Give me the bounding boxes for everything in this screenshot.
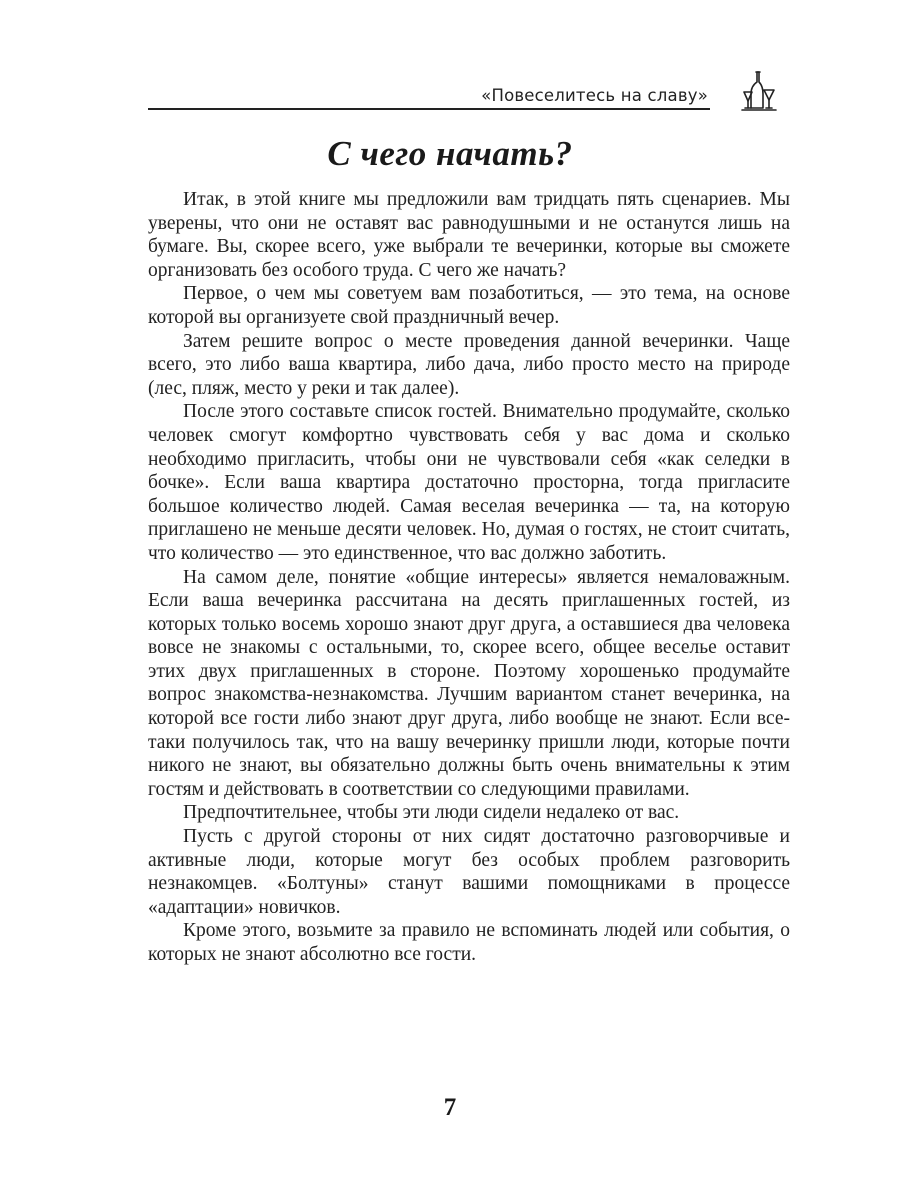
running-header — [148, 78, 710, 110]
paragraph: На самом деле, понятие «общие интересы» является немаловажным. Если ваша вечеринка рассчитана на десять приглашенных гостей, из которых только восемь хорошо знают друг друга, а оставшиеся два человека вовсе не знакомы с остальными, то, скорее всего, общее веселье оставит этих двух приглашенных в стороне. Поэтому хорошенько продумайте вопрос знакомства-незнакомства. Лучшим вариантом станет вечеринка, на которой все гости либо знают друг друга, либо вообще не знают. Если все-таки получилось так, что на вашу вечеринку пришли люди, которые почти никого не знают, вы обязательно должны быть очень внимательны к этим гостям и действовать в соответствии со следующими правилами. — [148, 566, 790, 800]
running-title: «Повеселитесь на славу» — [481, 86, 708, 105]
paragraph: Итак, в этой книге мы предложили вам тридцать пять сценариев. Мы уверены, что они не оставят вас равнодушными и не останутся лишь на бумаге. Вы, скорее всего, уже выбрали те вечеринки, которые вы сможете организовать без особого труда. С чего же начать? — [148, 189, 790, 281]
paragraph: После этого составьте список гостей. Внимательно продумайте, сколько человек смогут комфортно чувствовать себя у вас дома и сколько необходимо пригласить, чтобы они не чувствовали себя «как селедки в бочке». Если ваша квартира достаточно просторна, тогда пригласите большое количество людей. Самая веселая вечеринка — та, на которую приглашено не меньше десяти человек. Но, думая о гостях, не стоит считать, что количество — это единственное, что вас должно заботить. — [148, 401, 790, 564]
paragraph: Первое, о чем мы советуем вам позаботиться, — это тема, на основе которой вы организуете свой праздничный вечер. — [148, 283, 790, 328]
page-number: 7 — [443, 1094, 457, 1121]
body-text — [148, 188, 790, 967]
paragraph: Пусть с другой стороны от них сидят достаточно разговорчивые и активные люди, которые могут без особых проблем разговорить незнакомцев. «Болтуны» станут вашими помощниками в процессе «адаптации» новичков. — [148, 826, 790, 918]
paragraph: Кроме этого, возьмите за правило не вспоминать людей или события, о которых не знают абсолютно все гости. — [148, 920, 790, 965]
header-rule — [148, 108, 710, 110]
glasses-bottle-icon — [740, 68, 780, 112]
paragraph: Предпочтительнее, чтобы эти люди сидели недалеко от вас. — [183, 802, 680, 824]
chapter-title: С чего начать? — [327, 134, 573, 173]
paragraph: Затем решите вопрос о месте проведения данной вечеринки. Чаще всего, это либо ваша квартира, либо дача, либо просто место на природе (лес, пляж, место у реки и так далее). — [148, 330, 790, 399]
